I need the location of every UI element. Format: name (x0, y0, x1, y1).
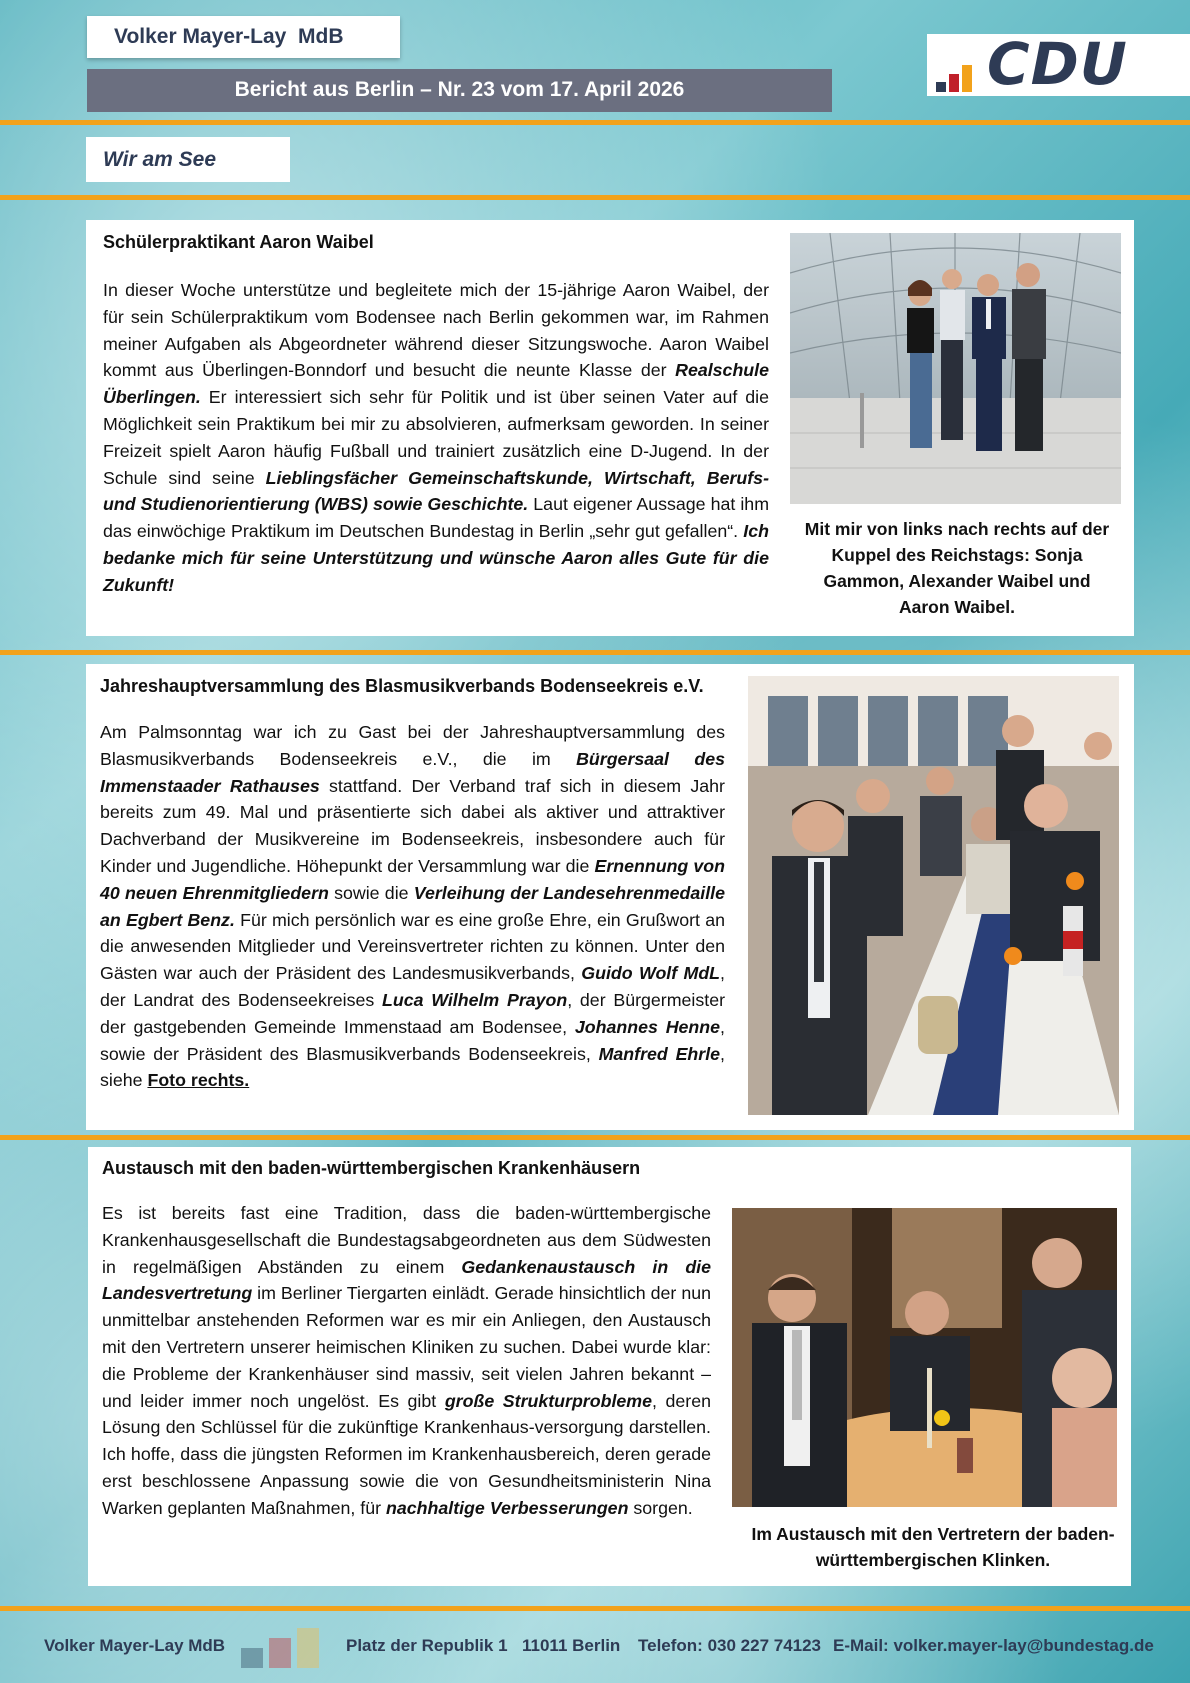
body-emphasis: Realschule Überlingen. (103, 360, 769, 408)
footer-street: Platz der Republik 1 (346, 1636, 508, 1655)
article-title: Jahreshauptversammlung des Blasmusikverbands Bodenseekreis e.V. (100, 676, 704, 696)
body-text: , deren Lösung den Schlüssel für die zukünftige Krankenhaus-versorgung darstellen. Ich hoffe, dass die jüngsten Reformen im Krankenhausbereich, deren gerade erst beschlossene Anpassung sowie die von Gesundheitsministerin Nina Warken geplanten Maßnahmen, für (102, 1390, 711, 1518)
photo-reference: Foto rechts. (147, 1070, 250, 1091)
body-text: stattfand. Der Verband traf sich in diesem Jahr bereits zum 49. Mal und präsentierte sich dabei als aktiver und attraktiver Dachverband der Musikvereine im Bodenseekreis, insbesondere auch für Kinder und Jugendliche. Höhepunkt der Versammlung war die (100, 775, 725, 876)
body-emphasis: Lieblingsfächer Gemeinschaftskunde, Wirtschaft, Berufs- und Studienorientierung (WBS) sowie Geschichte. (103, 467, 769, 515)
cdu-logo-text: CDU (987, 30, 1128, 98)
photo-caption: Mit mir von links nach rechts auf der Kuppel des Reichstags: Sonja Gammon, Alexander Waibel und Aaron Waibel. (804, 519, 1110, 617)
article-title: Austausch mit den baden-württembergischen Krankenhäusern (102, 1158, 641, 1178)
report-title: Bericht aus Berlin – Nr. 23 vom 17. April 2026 (87, 69, 832, 112)
article-body (103, 277, 769, 599)
divider (0, 120, 1190, 125)
divider (0, 650, 1190, 655)
body-emphasis: Verleihung der Landesehrenmedaille an Egbert Benz. (100, 882, 725, 930)
body-text: sowie die (328, 882, 414, 903)
body-text: Für mich persönlich war es eine große Ehre, ein Grußwort an die anwesenden Mitglieder und Vereinsvertreter richten zu können. Unter den Gästen war auch der Präsident des Landesmusikverbands, (100, 909, 725, 984)
divider (0, 195, 1190, 200)
cdu-logo (927, 30, 1190, 98)
body-text: im Berliner Tiergarten einlädt. Gerade hinsichtlich der nun unmittelbar anstehenden Reformen war es mir ein Anliegen, den Austausch mit den Vertretern unserer heimischen Kliniken zu suchen. Dabei wurde klar: die Probleme der Krankenhäuser sind massiv, seit vielen Jahren bekannt – und leider immer noch ungelöst. Es gibt (102, 1283, 711, 1411)
body-emphasis: nachhaltige Verbesserungen (386, 1497, 629, 1518)
reichstag-dome-photo (790, 233, 1121, 504)
cdu-bars-icon (936, 64, 981, 92)
article-title: Schülerpraktikant Aaron Waibel (103, 232, 374, 252)
body-text: , der Bürgermeister der gastgebenden Gemeinde Immenstaad am Bodensee, (100, 989, 726, 1037)
body-text: sorgen. (628, 1497, 693, 1518)
article-body (100, 719, 725, 1094)
body-emphasis: Gedankenaustausch in die Landesvertretung (102, 1256, 712, 1304)
footer-name: Volker Mayer-Lay MdB (44, 1636, 226, 1655)
divider (0, 1606, 1190, 1611)
footer-city: 11011 Berlin (522, 1636, 621, 1655)
body-emphasis: Guido Wolf MdL (581, 963, 721, 984)
footer-email[interactable]: E-Mail: volker.mayer-lay@bundestag.de (833, 1636, 1154, 1655)
body-emphasis: Bürgersaal des Immenstaader Rathauses (100, 748, 725, 796)
body-text: In dieser Woche unterstütze und begleitete mich der 15-jährige Aaron Waibel, der für sein Schülerpraktikum vom Bodensee nach Berlin gekommen war, im Rahmen meiner Aufgaben als Abgeordneter während dieser Sitzungswoche. Aaron Waibel kommt aus Überlingen-Bonndorf und besucht die neunte Klasse der (103, 280, 769, 381)
body-text: , der Landrat des Bodenseekreises (100, 963, 725, 1010)
section-tag: Wir am See (86, 137, 290, 182)
assembly-hall-photo (748, 676, 1119, 1115)
body-emphasis: Luca Wilhelm Prayon (382, 989, 568, 1010)
hospital-meeting-photo (732, 1208, 1117, 1507)
footer-phone: Telefon: 030 227 74123 (638, 1636, 822, 1655)
divider (0, 1135, 1190, 1140)
body-text: Er interessiert sich sehr für Politik und ist über seinen Vater auf die Möglichkeit sein Praktikum bei mir zu absolvieren, aufmerksam geworden. In seiner Freizeit spielt Aaron häufig Fußball und trainiert zusätzlich eine D-Jugend. In der Schule sind seine (103, 387, 769, 488)
photo-caption: Im Austausch mit den Vertretern der baden-württembergischen Klinken. (751, 1524, 1115, 1570)
body-emphasis: große Strukturprobleme (444, 1390, 652, 1411)
body-emphasis: Ernennung von 40 neuen Ehrenmitgliedern (100, 855, 725, 903)
body-text: Es ist bereits fast eine Tradition, dass die baden-württembergische Krankenhausgesellschaft die Bundestagsabgeordneten aus dem Südwesten in regelmäßigen Abständen zu einem (102, 1203, 711, 1277)
body-emphasis: Ich bedanke mich für seine Unterstützung und wünsche Aaron alles Gute für die Zukunft! (103, 521, 769, 595)
body-text: , siehe (100, 1043, 725, 1091)
cdu-bars-icon (241, 1628, 323, 1668)
body-text: Laut eigener Aussage hat ihm das einwöchige Praktikum im Deutschen Bundestag in Berlin „sehr gut gefallen“. (103, 494, 769, 542)
body-text: Am Palmsonntag war ich zu Gast bei der Jahreshauptversammlung des Blasmusikverbands Bodenseekreis e.V., die im (100, 722, 725, 769)
author-name: Volker Mayer-Lay MdB (87, 16, 400, 58)
body-text: , sowie der Präsident des Blasmusikverbands Bodenseekreis, (100, 1016, 725, 1064)
body-emphasis: Johannes Henne (574, 1016, 721, 1037)
footer (0, 1620, 1190, 1672)
body-emphasis: Manfred Ehrle (598, 1043, 721, 1064)
article-body (102, 1200, 711, 1522)
